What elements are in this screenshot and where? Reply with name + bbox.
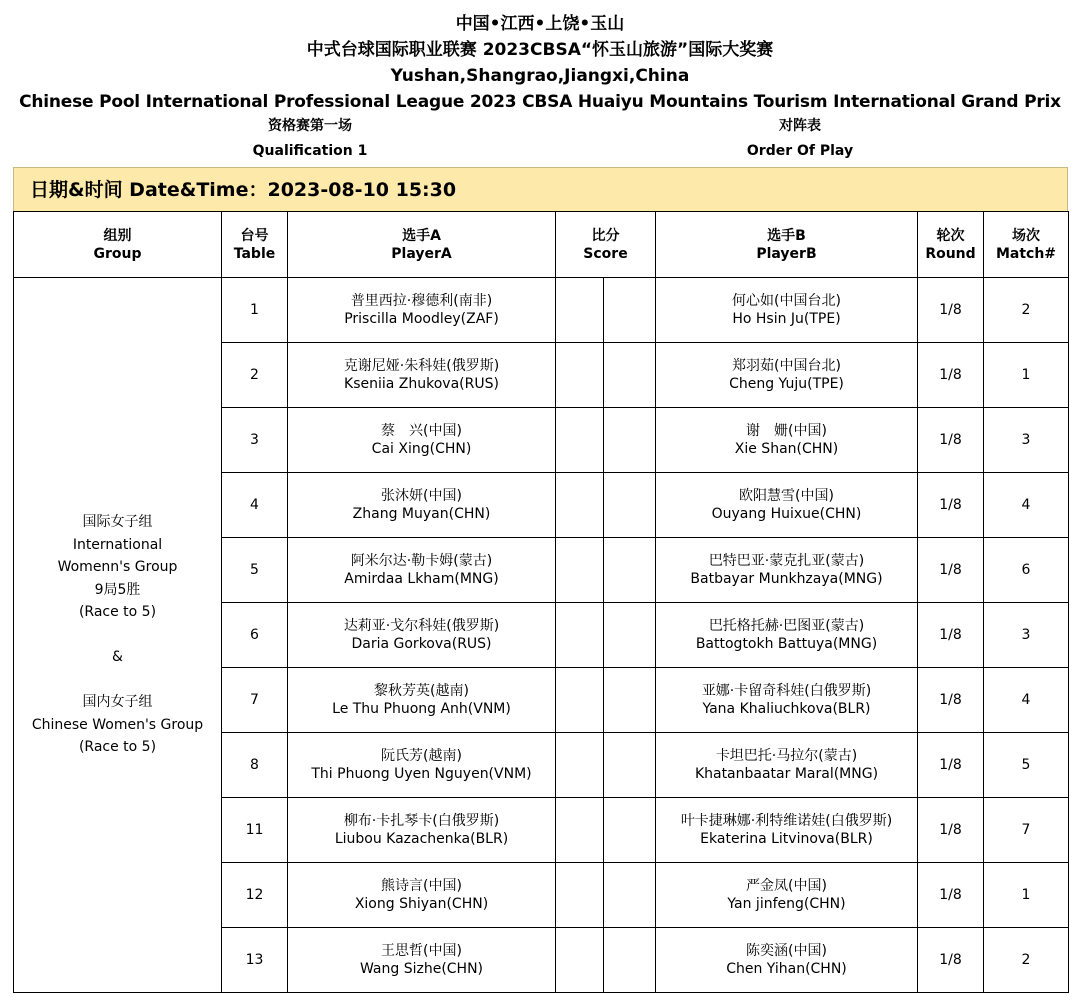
score-a: [556, 668, 604, 733]
player-b: 巴托格托赫·巴图亚(蒙古) Battogtokh Battuya(MNG): [656, 603, 918, 668]
player-a: 阿米尔达·勒卡姆(蒙古) Amirdaa Lkham(MNG): [288, 538, 556, 603]
player-a: 熊诗言(中国) Xiong Shiyan(CHN): [288, 863, 556, 928]
round: 1/8: [918, 278, 984, 343]
player-b: 巴特巴亚·蒙克扎亚(蒙古) Batbayar Munkhzaya(MNG): [656, 538, 918, 603]
score-b: [604, 538, 656, 603]
header-player-a: 选手A PlayerA: [288, 212, 556, 278]
player-a: 柳布·卡扎琴卡(白俄罗斯) Liubou Kazachenka(BLR): [288, 798, 556, 863]
round: 1/8: [918, 863, 984, 928]
match-number: 1: [984, 863, 1069, 928]
round: 1/8: [918, 408, 984, 473]
score-a: [556, 343, 604, 408]
round: 1/8: [918, 343, 984, 408]
score-b: [604, 668, 656, 733]
player-a: 达莉亚·戈尔科娃(俄罗斯) Daria Gorkova(RUS): [288, 603, 556, 668]
match-number: 2: [984, 278, 1069, 343]
player-a: 阮氏芳(越南) Thi Phuong Uyen Nguyen(VNM): [288, 733, 556, 798]
doc-type-label: [700, 117, 900, 161]
table-row: [14, 278, 1069, 343]
round: 1/8: [918, 473, 984, 538]
player-b: 亚娜·卡留奇科娃(白俄罗斯) Yana Khaliuchkova(BLR): [656, 668, 918, 733]
score-b: [604, 928, 656, 993]
stage-en: Qualification 1: [252, 143, 368, 159]
table-number: 8: [222, 733, 288, 798]
player-a: 王思哲(中国) Wang Sizhe(CHN): [288, 928, 556, 993]
header-group: 组别 Group: [14, 212, 222, 278]
table-number: 12: [222, 863, 288, 928]
score-b: [604, 343, 656, 408]
header-score: 比分 Score: [556, 212, 656, 278]
table-number: 7: [222, 668, 288, 733]
datetime-bar: 日期&时间 Date&Time：2023-08-10 15:30: [13, 167, 1068, 211]
score-a: [556, 408, 604, 473]
player-b: 欧阳慧雪(中国) Ouyang Huixue(CHN): [656, 473, 918, 538]
score-a: [556, 928, 604, 993]
round: 1/8: [918, 798, 984, 863]
header-table: 台号 Table: [222, 212, 288, 278]
player-b: 卡坦巴托·马拉尔(蒙古) Khatanbaatar Maral(MNG): [656, 733, 918, 798]
score-a: [556, 798, 604, 863]
event-title-en: Chinese Pool International Professional League 2023 CBSA Huaiyu Mountains Tourism International Grand Prix: [19, 92, 1061, 112]
table-number: 11: [222, 798, 288, 863]
table-number: 5: [222, 538, 288, 603]
stage-cn: 资格赛第一场: [268, 118, 352, 134]
match-number: 4: [984, 473, 1069, 538]
match-number: 1: [984, 343, 1069, 408]
score-b: [604, 408, 656, 473]
score-a: [556, 733, 604, 798]
player-b: 何心如(中国台北) Ho Hsin Ju(TPE): [656, 278, 918, 343]
match-number: 3: [984, 603, 1069, 668]
group-cell: 国际女子组 International Womenn's Group 9局5胜 (Race to 5) & 国内女子组 Chinese Women's Group (Race to 5): [14, 278, 222, 993]
table-number: 1: [222, 278, 288, 343]
round: 1/8: [918, 603, 984, 668]
table-number: 13: [222, 928, 288, 993]
header-match: 场次 Match#: [984, 212, 1069, 278]
player-b: 严金凤(中国) Yan jinfeng(CHN): [656, 863, 918, 928]
player-a: 普里西拉·穆德利(南非) Priscilla Moodley(ZAF): [288, 278, 556, 343]
score-b: [604, 603, 656, 668]
location-en: Yushan,Shangrao,Jiangxi,China: [390, 66, 690, 86]
table-header-row: [14, 212, 1069, 278]
match-number: 4: [984, 668, 1069, 733]
table-number: 4: [222, 473, 288, 538]
event-title-cn: 中式台球国际职业联赛 2023CBSA“怀玉山旅游”国际大奖赛: [306, 40, 774, 60]
player-a: 蔡 兴(中国) Cai Xing(CHN): [288, 408, 556, 473]
score-b: [604, 733, 656, 798]
score-b: [604, 473, 656, 538]
match-number: 2: [984, 928, 1069, 993]
score-a: [556, 278, 604, 343]
stage-label: [210, 117, 410, 161]
player-b: 陈奕涵(中国) Chen Yihan(CHN): [656, 928, 918, 993]
table-number: 6: [222, 603, 288, 668]
table-number: 3: [222, 408, 288, 473]
doc-type-cn: 对阵表: [779, 118, 821, 134]
round: 1/8: [918, 928, 984, 993]
score-a: [556, 603, 604, 668]
player-a: 黎秋芳英(越南) Le Thu Phuong Anh(VNM): [288, 668, 556, 733]
header-player-b: 选手B PlayerB: [656, 212, 918, 278]
header-round: 轮次 Round: [918, 212, 984, 278]
round: 1/8: [918, 538, 984, 603]
player-a: 克谢尼娅·朱科娃(俄罗斯) Kseniia Zhukova(RUS): [288, 343, 556, 408]
table-number: 2: [222, 343, 288, 408]
player-a: 张沐妍(中国) Zhang Muyan(CHN): [288, 473, 556, 538]
order-of-play-table: [13, 211, 1069, 993]
score-b: [604, 798, 656, 863]
doc-type-en: Order Of Play: [746, 143, 854, 159]
score-a: [556, 473, 604, 538]
score-a: [556, 863, 604, 928]
score-b: [604, 278, 656, 343]
match-number: 3: [984, 408, 1069, 473]
location-cn: 中国•江西•上饶•玉山: [455, 14, 625, 34]
player-b: 郑羽茹(中国台北) Cheng Yuju(TPE): [656, 343, 918, 408]
player-b: 叶卡捷琳娜·利特维诺娃(白俄罗斯) Ekaterina Litvinova(BLR): [656, 798, 918, 863]
score-a: [556, 538, 604, 603]
match-number: 5: [984, 733, 1069, 798]
match-number: 7: [984, 798, 1069, 863]
round: 1/8: [918, 668, 984, 733]
match-number: 6: [984, 538, 1069, 603]
player-b: 谢 姗(中国) Xie Shan(CHN): [656, 408, 918, 473]
round: 1/8: [918, 733, 984, 798]
score-b: [604, 863, 656, 928]
